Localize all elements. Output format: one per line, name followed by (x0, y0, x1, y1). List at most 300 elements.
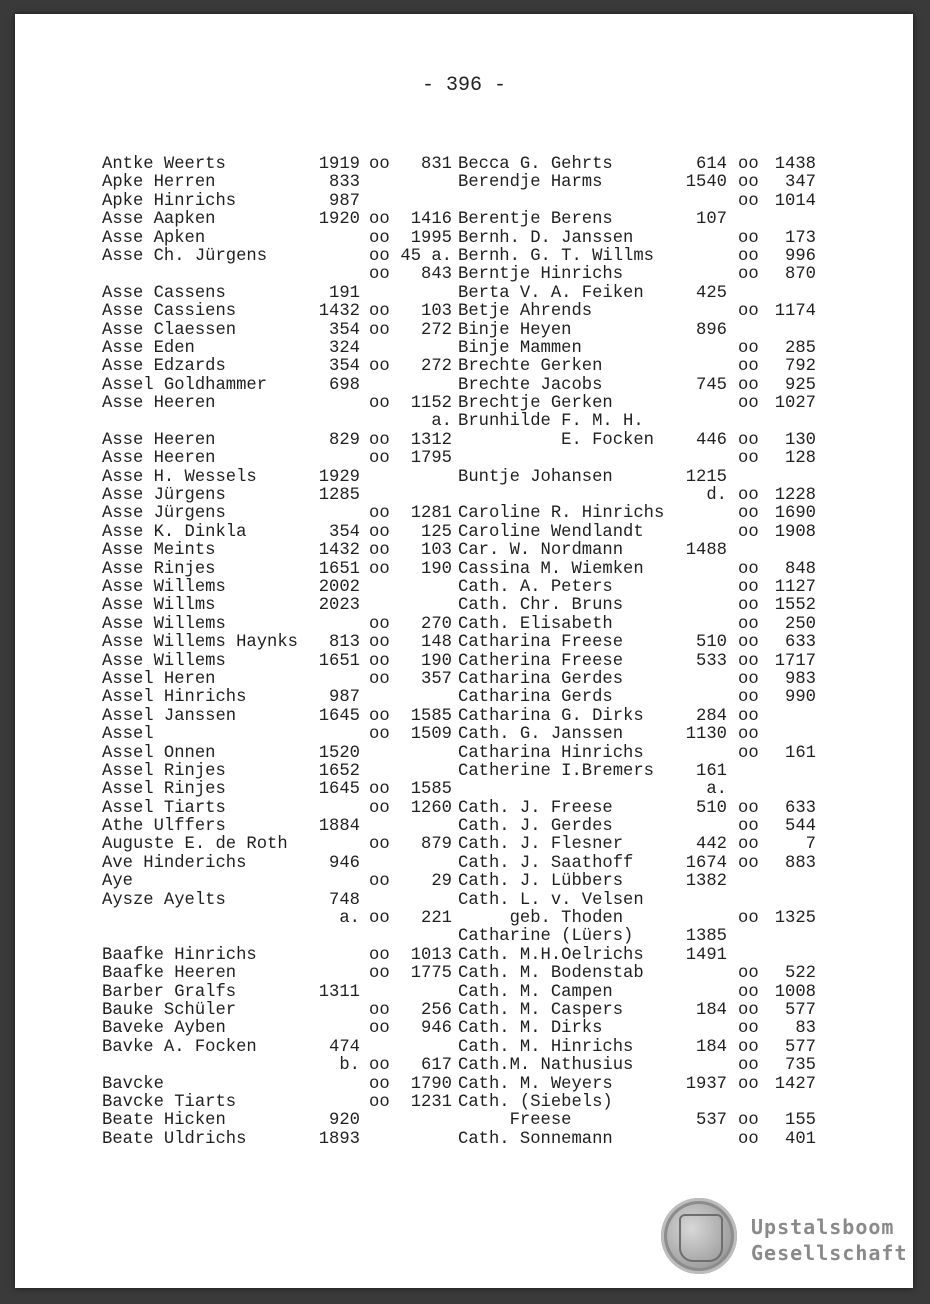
entry-name: Apke Hinrichs (102, 191, 237, 211)
entry-name: Brechte Jacobs (458, 375, 603, 395)
entry-marriage-symbol: oo (369, 394, 390, 414)
entry-marriage-symbol: oo (738, 191, 759, 211)
entry-name: Asse Heeren (102, 449, 216, 469)
entry-name: Cath. M. Hinrichs (458, 1037, 634, 1057)
entry-marriage-symbol: oo (369, 1019, 390, 1039)
entry-marriage-symbol: oo (369, 228, 390, 248)
entry-name: Bernh. D. Janssen (458, 228, 634, 248)
entry-name: Beate Uldrichs (102, 1129, 247, 1149)
entry-name: Assel Onnen (102, 743, 216, 763)
entry-name: Cath. J. Saathoff (458, 853, 634, 873)
entry-marriage-symbol: oo (738, 1129, 759, 1149)
entry-name: Catharina G. Dirks (458, 706, 644, 726)
entry-number: 896 (696, 320, 727, 340)
entry-marriage-symbol: oo (738, 651, 759, 671)
entry-name: Ave Hinderichs (102, 853, 247, 873)
entry-reference: 130 (785, 430, 816, 450)
entry-marriage-symbol: oo (738, 633, 759, 653)
entry-name: Assel Goldhammer (102, 375, 268, 395)
entry-number: 1382 (685, 872, 727, 892)
entry-number: 1645 (318, 706, 360, 726)
entry-name: Assel (102, 725, 154, 745)
entry-number: 1652 (318, 761, 360, 781)
entry-reference: 1438 (774, 155, 816, 174)
entry-number: 946 (329, 853, 360, 873)
entry-marriage-symbol: oo (369, 541, 390, 561)
entry-marriage-symbol: oo (369, 614, 390, 634)
entry-reference: 1585 (410, 706, 452, 726)
entry-name: Beate Hicken (102, 1111, 226, 1131)
entry-name: Catherine I.Bremers (458, 761, 654, 781)
entry-reference: 272 (421, 320, 452, 340)
entry-number: 813 (329, 633, 360, 653)
entry-reference: 633 (785, 798, 816, 818)
entry-marriage-symbol: oo (738, 375, 759, 395)
entry-reference: 45 a. (400, 246, 452, 266)
entry-name: Asse Willems Haynks (102, 633, 298, 653)
entry-name: Asse Willms (102, 596, 216, 616)
entry-marriage-symbol: oo (369, 706, 390, 726)
entry-reference: 1174 (774, 302, 816, 322)
entry-name: Asse Willems (102, 577, 226, 597)
entry-marriage-symbol: oo (738, 798, 759, 818)
entry-number: 920 (329, 1111, 360, 1131)
entry-number: 161 (696, 761, 727, 781)
entry-marriage-symbol: oo (369, 651, 390, 671)
entry-name: Catharina Freese (458, 633, 624, 653)
entry-reference: 1427 (774, 1074, 816, 1094)
entry-number: 698 (329, 375, 360, 395)
entry-reference: 577 (785, 1037, 816, 1057)
entry-name: Binje Mammen (458, 338, 582, 358)
entry-name: Cath. A. Peters (458, 577, 613, 597)
entry-name: Car. W. Nordmann (458, 541, 624, 561)
entry-marriage-symbol: oo (738, 449, 759, 469)
entry-reference: 1014 (774, 191, 816, 211)
entry-reference: 879 (421, 835, 452, 855)
entry-name: Aysze Ayelts (102, 890, 226, 910)
entry-reference: 1325 (774, 909, 816, 929)
entry-marriage-symbol: oo (369, 780, 390, 800)
entry-marriage-symbol: oo (369, 1056, 390, 1076)
entry-reference: 925 (785, 375, 816, 395)
entry-number: 1884 (318, 817, 360, 837)
entry-reference: 7 (805, 835, 816, 855)
entry-number: 1893 (318, 1129, 360, 1149)
entry-number: 1491 (685, 945, 727, 965)
entry-marriage-symbol: oo (738, 853, 759, 873)
entry-marriage-symbol: oo (738, 817, 759, 837)
entry-reference: 250 (785, 614, 816, 634)
entry-reference: 1775 (410, 964, 452, 984)
entry-name: Asse Claessen (102, 320, 237, 340)
entry-marriage-symbol: oo (369, 1092, 390, 1112)
entry-reference: 1008 (774, 982, 816, 1002)
entry-marriage-symbol: oo (738, 669, 759, 689)
entry-reference: a. (431, 412, 452, 432)
entry-name: Baafke Heeren (102, 964, 237, 984)
entry-reference: 1027 (774, 394, 816, 414)
entry-marriage-symbol: oo (738, 614, 759, 634)
entry-name: Asse Apken (102, 228, 206, 248)
entry-marriage-symbol: oo (738, 725, 759, 745)
entry-marriage-symbol: oo (369, 559, 390, 579)
entry-reference: 256 (421, 1000, 452, 1020)
entry-name: Assel Tiarts (102, 798, 226, 818)
entry-reference: 831 (421, 155, 452, 174)
entry-reference: 1690 (774, 504, 816, 524)
entry-name: Catharina Gerdes (458, 669, 624, 689)
entry-name: Buntje Johansen (458, 467, 613, 487)
entry-name: Cath. M. Bodenstab (458, 964, 644, 984)
entry-marriage-symbol: oo (738, 173, 759, 193)
entry-reference: 633 (785, 633, 816, 653)
entry-reference: 83 (795, 1019, 816, 1039)
entry-marriage-symbol: oo (369, 210, 390, 230)
entry-name: Bauke Schüler (102, 1000, 237, 1020)
logo-text (751, 1214, 908, 1266)
entry-marriage-symbol: oo (369, 302, 390, 322)
entry-name: Brechtje Gerken (458, 394, 613, 414)
entry-name: Betje Ahrends (458, 302, 593, 322)
entry-reference: 1231 (410, 1092, 452, 1112)
entry-marriage-symbol: oo (369, 633, 390, 653)
entry-name: Assel Janssen (102, 706, 237, 726)
entry-name: Freese (458, 1111, 572, 1131)
entry-name: Aye (102, 872, 133, 892)
entry-reference: 103 (421, 302, 452, 322)
entry-marriage-symbol: oo (738, 964, 759, 984)
entry-name: Asse Willems (102, 651, 226, 671)
entry-marriage-symbol: oo (738, 1019, 759, 1039)
entry-marriage-symbol: oo (738, 357, 759, 377)
entry-marriage-symbol: oo (738, 394, 759, 414)
entry-name: Asse Edzards (102, 357, 226, 377)
entry-number: 1919 (318, 155, 360, 174)
entry-name: Berendje Harms (458, 173, 603, 193)
entry-number: 1540 (685, 173, 727, 193)
entry-name: Cath. M. Caspers (458, 1000, 624, 1020)
entry-name: Becca G. Gehrts (458, 155, 613, 174)
entry-marriage-symbol: oo (738, 1074, 759, 1094)
entry-name: Cath. J. Flesner (458, 835, 624, 855)
entry-name: Cath. J. Gerdes (458, 817, 613, 837)
entry-number: 1920 (318, 210, 360, 230)
entry-name: Cath. M. Dirks (458, 1019, 603, 1039)
entry-number: 510 (696, 633, 727, 653)
entry-name: Asse Ch. Jürgens (102, 246, 268, 266)
entry-name: Berntje Hinrichs (458, 265, 624, 285)
entry-marriage-symbol: oo (738, 430, 759, 450)
entry-number: 745 (696, 375, 727, 395)
entry-marriage-symbol: oo (369, 1000, 390, 1020)
entry-reference: 190 (421, 651, 452, 671)
entry-name: Cassina M. Wiemken (458, 559, 644, 579)
entry-reference: 1552 (774, 596, 816, 616)
entry-name: geb. Thoden (458, 909, 624, 929)
entry-number: 354 (329, 357, 360, 377)
entry-reference: 128 (785, 449, 816, 469)
entry-marriage-symbol: oo (369, 246, 390, 266)
entry-name: Caroline R. Hinrichs (458, 504, 665, 524)
entry-reference: 577 (785, 1000, 816, 1020)
entry-name: Bavcke Tiarts (102, 1092, 237, 1112)
entry-name: Cath. J. Lübbers (458, 872, 624, 892)
entry-marriage-symbol: oo (738, 1037, 759, 1057)
entry-number: 442 (696, 835, 727, 855)
entry-number: 537 (696, 1111, 727, 1131)
entry-number: d. (706, 486, 727, 506)
entry-name: Catherina Freese (458, 651, 624, 671)
entry-reference: 1908 (774, 522, 816, 542)
entry-number: 184 (696, 1000, 727, 1020)
entry-marriage-symbol: oo (369, 835, 390, 855)
entry-reference: 1416 (410, 210, 452, 230)
entry-marriage-symbol: oo (738, 706, 759, 726)
entry-name: Cath. Sonnemann (458, 1129, 613, 1149)
entry-number: 1285 (318, 486, 360, 506)
entry-name: Asse Eden (102, 338, 195, 358)
entry-name: Assel Hinrichs (102, 688, 247, 708)
entry-number: 987 (329, 191, 360, 211)
entry-number: 184 (696, 1037, 727, 1057)
entry-reference: 996 (785, 246, 816, 266)
entry-reference: 29 (431, 872, 452, 892)
entry-reference: 272 (421, 357, 452, 377)
entry-marriage-symbol: oo (369, 964, 390, 984)
entry-name: Cath. (Siebels) (458, 1092, 613, 1112)
entry-marriage-symbol: oo (369, 1074, 390, 1094)
entry-number: 1674 (685, 853, 727, 873)
entry-reference: 1152 (410, 394, 452, 414)
entry-number: 1215 (685, 467, 727, 487)
entry-number: 1937 (685, 1074, 727, 1094)
entry-marriage-symbol: oo (369, 798, 390, 818)
entry-marriage-symbol: oo (738, 1056, 759, 1076)
entry-reference: 161 (785, 743, 816, 763)
entry-name: Asse Rinjes (102, 559, 216, 579)
upstalsboom-seal-icon (661, 1198, 737, 1274)
entry-reference: 148 (421, 633, 452, 653)
page-number: - 396 - (421, 74, 506, 97)
entry-name: Bavcke (102, 1074, 164, 1094)
entry-marriage-symbol: oo (369, 357, 390, 377)
entry-reference: 1585 (410, 780, 452, 800)
entry-name: Asse Aapken (102, 210, 216, 230)
entry-number: 446 (696, 430, 727, 450)
entry-name: Athe Ulffers (102, 817, 226, 837)
entry-name: Apke Herren (102, 173, 216, 193)
entry-reference: 1013 (410, 945, 452, 965)
entry-reference: 221 (421, 909, 452, 929)
entry-reference: 155 (785, 1111, 816, 1131)
entry-number: 1385 (685, 927, 727, 947)
logo-line-1: Upstalsboom (751, 1215, 895, 1239)
entry-marriage-symbol: oo (738, 835, 759, 855)
entry-reference: 347 (785, 173, 816, 193)
entry-marriage-symbol: oo (369, 430, 390, 450)
entry-reference: 125 (421, 522, 452, 542)
entry-marriage-symbol: oo (369, 945, 390, 965)
entry-reference: 946 (421, 1019, 452, 1039)
entry-reference: 544 (785, 817, 816, 837)
entry-marriage-symbol: oo (738, 982, 759, 1002)
entry-name: Assel Rinjes (102, 761, 226, 781)
entry-name: Brechte Gerken (458, 357, 603, 377)
entry-marriage-symbol: oo (738, 577, 759, 597)
entry-number: 107 (696, 210, 727, 230)
entry-reference: 983 (785, 669, 816, 689)
entry-name: Cath. M. Weyers (458, 1074, 613, 1094)
entry-reference: 1509 (410, 725, 452, 745)
entry-marriage-symbol: oo (738, 1000, 759, 1020)
entry-marriage-symbol: oo (738, 688, 759, 708)
entry-reference: 285 (785, 338, 816, 358)
entry-marriage-symbol: oo (369, 449, 390, 469)
entry-number: 1645 (318, 780, 360, 800)
entry-number: 1520 (318, 743, 360, 763)
entry-marriage-symbol: oo (738, 743, 759, 763)
entry-number: 987 (329, 688, 360, 708)
entry-name: Cath. M.H.Oelrichs (458, 945, 644, 965)
entry-reference: 1228 (774, 486, 816, 506)
entry-marriage-symbol: oo (369, 669, 390, 689)
entry-reference: 1260 (410, 798, 452, 818)
entry-number: 324 (329, 338, 360, 358)
entry-marriage-symbol: oo (369, 522, 390, 542)
entry-name: Cath.M. Nathusius (458, 1056, 634, 1076)
entry-name: Asse Jürgens (102, 504, 226, 524)
entry-name: Catharine (Lüers) (458, 927, 634, 947)
entry-marriage-symbol: oo (738, 486, 759, 506)
entry-number: 1651 (318, 559, 360, 579)
entry-name: Asse Cassiens (102, 302, 237, 322)
entry-marriage-symbol: oo (738, 1111, 759, 1131)
entry-number: 2002 (318, 577, 360, 597)
entry-number: 1311 (318, 982, 360, 1002)
entry-name: Baafke Hinrichs (102, 945, 257, 965)
entry-number: 354 (329, 320, 360, 340)
entry-marriage-symbol: oo (738, 228, 759, 248)
entry-name: Asse H. Wessels (102, 467, 257, 487)
entry-number: 1432 (318, 302, 360, 322)
entry-number: 284 (696, 706, 727, 726)
entry-marriage-symbol: oo (738, 596, 759, 616)
entry-reference: 735 (785, 1056, 816, 1076)
entry-name: Asse Cassens (102, 283, 226, 303)
entry-name: Berta V. A. Feiken (458, 283, 644, 303)
entry-number: 1432 (318, 541, 360, 561)
entry-number: 191 (329, 283, 360, 303)
entry-marriage-symbol: oo (738, 246, 759, 266)
entry-number: 2023 (318, 596, 360, 616)
entry-name: Baveke Ayben (102, 1019, 226, 1039)
entry-reference: 1127 (774, 577, 816, 597)
entry-name: Cath. Chr. Bruns (458, 596, 624, 616)
entry-marriage-symbol: oo (738, 559, 759, 579)
entry-name: E. Focken (458, 430, 654, 450)
entry-number: 474 (329, 1037, 360, 1057)
entry-reference: 173 (785, 228, 816, 248)
entry-name: Binje Heyen (458, 320, 572, 340)
entry-marriage-symbol: oo (369, 725, 390, 745)
entry-reference: 883 (785, 853, 816, 873)
entry-marriage-symbol: oo (738, 265, 759, 285)
entry-reference: 843 (421, 265, 452, 285)
entry-name: Assel Rinjes (102, 780, 226, 800)
entry-name: Cath. L. v. Velsen (458, 890, 644, 910)
logo-line-2: Gesellschaft (751, 1241, 908, 1265)
entry-name: Catharina Hinrichs (458, 743, 644, 763)
entry-reference: 870 (785, 265, 816, 285)
entry-reference: 103 (421, 541, 452, 561)
document-page (15, 14, 913, 1288)
entry-reference: 1790 (410, 1074, 452, 1094)
entry-marriage-symbol: oo (369, 265, 390, 285)
entry-name: Bavke A. Focken (102, 1037, 257, 1057)
entry-reference: 848 (785, 559, 816, 579)
entry-marriage-symbol: oo (738, 302, 759, 322)
entry-name: Bernh. G. T. Willms (458, 246, 654, 266)
entry-marriage-symbol: oo (369, 872, 390, 892)
entry-marriage-symbol: oo (738, 522, 759, 542)
entry-number: 1130 (685, 725, 727, 745)
entry-number: 510 (696, 798, 727, 818)
entry-name: Asse Willems (102, 614, 226, 634)
entry-reference: 190 (421, 559, 452, 579)
entry-number: 425 (696, 283, 727, 303)
entry-number: 354 (329, 522, 360, 542)
entry-name: Catharina Gerds (458, 688, 613, 708)
entry-marriage-symbol: oo (369, 155, 390, 174)
entry-reference: 270 (421, 614, 452, 634)
entry-number: a. (706, 780, 727, 800)
entry-name: Asse Heeren (102, 430, 216, 450)
entry-marriage-symbol: oo (369, 504, 390, 524)
entry-reference: 522 (785, 964, 816, 984)
entry-number: 1488 (685, 541, 727, 561)
entry-name: Assel Heren (102, 669, 216, 689)
entry-number: 748 (329, 890, 360, 910)
entry-marriage-symbol: oo (738, 504, 759, 524)
entry-number: 829 (329, 430, 360, 450)
entry-reference: 1795 (410, 449, 452, 469)
entry-name: Asse Jürgens (102, 486, 226, 506)
entry-name: Cath. G. Janssen (458, 725, 624, 745)
entry-marriage-symbol: oo (738, 155, 759, 174)
entry-marriage-symbol: oo (738, 338, 759, 358)
entry-name: Cath. J. Freese (458, 798, 613, 818)
entry-name: Asse K. Dinkla (102, 522, 247, 542)
entry-name: Barber Gralfs (102, 982, 237, 1002)
entry-name: Asse Meints (102, 541, 216, 561)
entry-marriage-symbol: oo (738, 909, 759, 929)
entry-reference: 1312 (410, 430, 452, 450)
entry-reference: 401 (785, 1129, 816, 1149)
entry-name: Cath. Elisabeth (458, 614, 613, 634)
entry-number: a. (339, 909, 360, 929)
entry-reference: 1995 (410, 228, 452, 248)
entry-reference: 1717 (774, 651, 816, 671)
entry-name: Antke Weerts (102, 155, 226, 174)
entry-reference: 617 (421, 1056, 452, 1076)
entry-name: Cath. M. Campen (458, 982, 613, 1002)
entry-number: 533 (696, 651, 727, 671)
entry-number: 833 (329, 173, 360, 193)
entry-reference: 990 (785, 688, 816, 708)
entry-number: 614 (696, 155, 727, 174)
entry-reference: 1281 (410, 504, 452, 524)
